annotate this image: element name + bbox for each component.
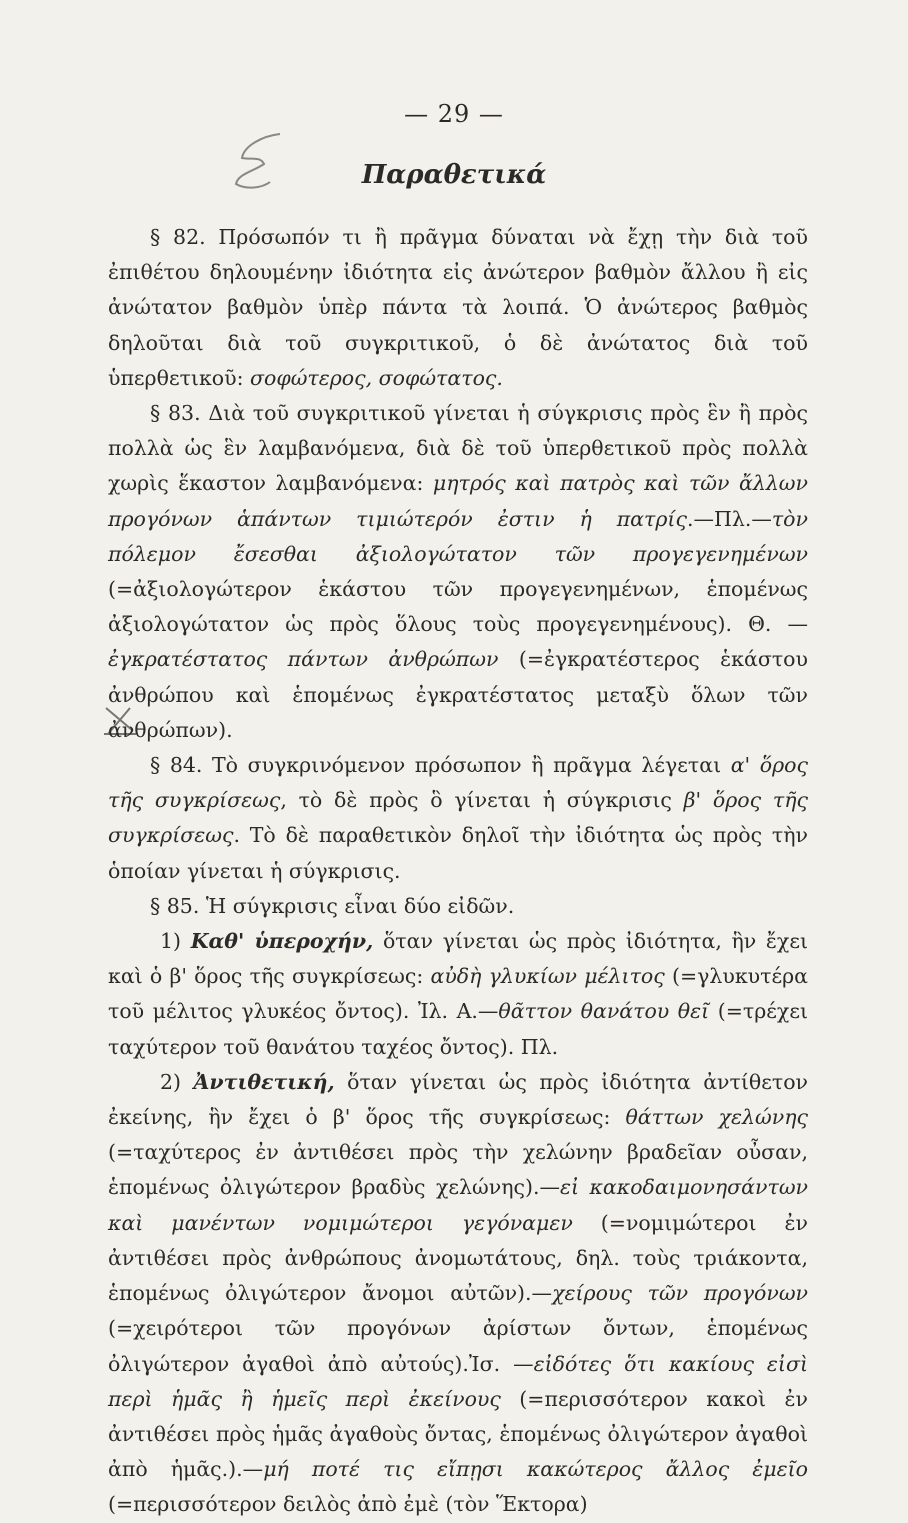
page-number: — 29 — bbox=[404, 100, 504, 128]
paragraph-83: § 83. Διὰ τοῦ συγκριτικοῦ γίνεται ἡ σύγκρισις πρὸς ἓν ἢ πρὸς πολλὰ ὡς ἓν λαμβανόμενα, διὰ δὲ τοῦ ὑπερθετικοῦ πρὸς πολλὰ χωρὶς ἕκαστον λαμβανόμενα: μητρός καὶ πατρὸς καὶ τῶν ἄλλων προγόνων ἁπάντων τιμιώτερόν ἐστιν ἡ πατρίς.—Πλ.—τὸν πόλεμον ἔσεσθαι ἀξιολογώτατον τῶν προγεγενημένων (=ἀξιολογώτερον ἑκάστου τῶν προγεγενημένων, ἑπομένως ἀξιολογώτατον ὡς πρὸς ὅλους τοὺς προγεγενημένους). Θ. —ἐγκρατέστατος πάντων ἀνθρώπων (=ἐγκρατέστερος ἑκάστου ἀνθρώπου καὶ ἑπομένως ἐγκρατέστατος μεταξὺ ὅλων τῶν ἀνθρώπων). bbox=[108, 401, 808, 742]
paragraph-84: § 84. Τὸ συγκρινόμενον πρόσωπον ἢ πρᾶγμα λέγεται α' ὅρος τῆς συγκρίσεως, τὸ δὲ πρὸς ὃ γίνεται ἡ σύγκρισις β' ὅρος τῆς συγκρίσεως. Τὸ δὲ παραθετικὸν δηλοῖ τὴν ἰδιότητα ὡς πρὸς τὴν ὁποίαν γίνεται ἡ σύγκρισις. bbox=[108, 753, 808, 883]
paragraph-82: § 82. Πρόσωπόν τι ἢ πρᾶγμα δύναται νὰ ἔχῃ τὴν διὰ τοῦ ἐπιθέτου δηλουμένην ἰδιότητα εἰς ἀνώτερον βαθμὸν ἄλλου ἢ εἰς ἀνώτατον βαθμὸν ὑπὲρ πάντα τὰ λοιπά. Ὁ ἀνώτερος βαθμὸς δηλοῦται διὰ τοῦ συγκριτικοῦ, ὁ δὲ ἀνώτατος διὰ τοῦ ὑπερθετικοῦ: σοφώτερος, σοφώτατος. bbox=[108, 225, 808, 390]
paragraph-item-2: 2) Ἀντιθετική, ὅταν γίνεται ὡς πρὸς ἰδιότητα ἀντίθετον ἐκείνης, ἣν ἔχει ὁ β' ὅρος τῆς συγκρίσεως: θάττων χελώνης (=ταχύτερος ἐν ἀντιθέσει πρὸς τὴν χελώνην βραδεῖαν οὖσαν, ἑπομένως ὀλιγώτερον βραδὺς χελώνης).—εἰ κακοδαιμονησάντων καὶ μανέντων νομιμώτεροι γεγόναμεν (=νομιμώτεροι ἐν ἀντιθέσει πρὸς ἀνθρώπους ἀνομωτάτους, δηλ. τοὺς τριάκοντα, ἑπομένως ὀλιγώτερον ἄνομοι αὐτῶν).—χείρους τῶν προγόνων (=χειρότεροι τῶν προγόνων ἀρίστων ὄντων, ἑπομένως ὀλιγώτερον ἀγαθοὶ ἀπὸ αὐτούς).Ἰσ. —εἰδότες ὅτι κακίους εἰσὶ περὶ ἡμᾶς ἢ ἡμεῖς περὶ ἐκείνους (=περισσότερον κακοὶ ἐν ἀντιθέσει πρὸς ἡμᾶς ἀγαθοὺς ὄντας, ἑπομένως ὀλιγώτερον ἀγαθοὶ ἀπὸ ἡμᾶς.).—μή ποτέ τις εἴπῃσι κακώτερος ἄλλος ἐμεῖο (=περισσότερον δειλὸς ἀπὸ ἐμὲ (τὸν Ἕκτορα) bbox=[108, 1069, 809, 1517]
paragraph-item-1: 1) Καθ' ὑπεροχήν, ὅταν γίνεται ὡς πρὸς ἰδιότητα, ἣν ἔχει καὶ ὁ β' ὅρος τῆς συγκρίσεως: αὐδὴ γλυκίων μέλιτος (=γλυκυτέρα τοῦ μέλιτος γλυκέος ὄντος). Ἰλ. Α.—θᾶττον θανάτου θεῖ (=τρέχει ταχύτερον τοῦ θανάτου ταχέος ὄντος). Πλ. bbox=[108, 929, 808, 1059]
section-title: Παραθετικά bbox=[361, 160, 547, 190]
paragraph-85: § 85. Ἡ σύγκρισις εἶναι δύο εἰδῶν. bbox=[150, 893, 515, 918]
body-text bbox=[108, 220, 808, 1523]
